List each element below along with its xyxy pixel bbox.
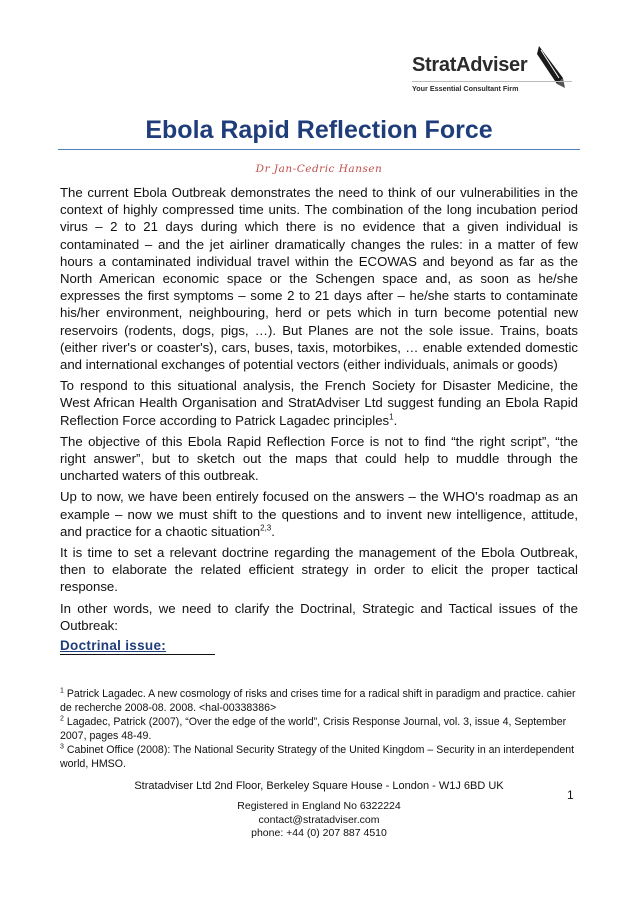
paragraph: To respond to this situational analysis, the French Society for Disaster Medicine, the West African Health Organisation and StratAdviser Ltd suggest funding an Ebola Rapid Reflection Force according to Patrick Lagadec principles$^1$. xyxy=(60,378,578,428)
logo-tagline: Your Essential Consultant Firm xyxy=(412,81,572,93)
footnote-ref: 1 xyxy=(389,412,394,422)
document-title: Ebola Rapid Reflection Force xyxy=(145,116,493,144)
footer-phone: phone: +44 (0) 207 887 4510 xyxy=(251,827,387,839)
paragraph: It is time to set a relevant doctrine regarding the management of the Ebola Outbreak, then to elaborate the related efficient strategy in order to elicit the proper tactical response. xyxy=(60,545,578,595)
paragraph: Up to now, we have been entirely focused on the answers – the WHO's roadmap as an example – now we must shift to the questions and to invent new intelligence, attitude, and practice for a chaotic situation$^{2,3}$. xyxy=(60,489,578,539)
section-heading: Doctrinal issue: xyxy=(60,638,167,654)
paragraph: The current Ebola Outbreak demonstrates the need to think of our vulnerabilities in the context of highly compressed time units. The combination of the long incubation period virus – 2 to 21 days during which there is no evidence that a given individual is contaminated – and the jet airliner dramatically changes the rules: in a matter of few hours a contaminated individual travel within the ECOWAS and beyond as far as the North American economic space or the Schengen space and, as soon as he/she expresses the first symptoms – some 2 to 21 days after – he/she starts to contaminate his/her environment, neighbouring, herd or pets which in turn become potential new reservoirs (rodents, dogs, pigs, …). But Planes are not the sole issue. Trains, boats (either river's or coaster's), cars, buses, taxis, motorbikes, … enable extended domestic and international exchanges of potential vectors (either individuals, animals or goods) xyxy=(60,185,578,373)
footer-registration: Registered in England No 6322224 xyxy=(237,800,401,812)
paragraph: In other words, we need to clarify the Doctrinal, Strategic and Tactical issues of the Outbreak: xyxy=(60,600,578,633)
footnote: $^2$ Lagadec, Patrick (2007), “Over the edge of the world”, Crisis Response Journal, vol. 3, issue 4, September 2007, pages 48-49. xyxy=(60,715,567,742)
company-logo xyxy=(404,44,580,100)
logo-name: StratAdviser xyxy=(412,54,528,76)
document-body xyxy=(60,184,578,653)
page-number: 1 xyxy=(567,788,574,802)
paragraph: The objective of this Ebola Rapid Reflection Force is not to find “the right script”, “the right answer”, but to sketch out the maps that could help to muddle through the uncharted waters of this outbreak. xyxy=(60,433,578,484)
footnote: $^1$ Patrick Lagadec. A new cosmology of risks and crises time for a radical shift in paradigm and practice. cahier de recherche 2008-08. 2008. <hal-00338386> xyxy=(60,687,576,714)
footer-address: Stratadviser Ltd 2nd Floor, Berkeley Square House - London - W1J 6BD UK xyxy=(134,780,504,792)
footnote-ref: 2,3 xyxy=(260,523,272,533)
title-divider xyxy=(58,149,580,150)
footnote: $^3$ Cabinet Office (2008): The National Security Strategy of the United Kingdom – Security in an interdependent world, HMSO. xyxy=(60,743,575,770)
footnotes xyxy=(60,687,582,771)
footnote-divider xyxy=(60,654,215,655)
footer-contact xyxy=(0,800,638,841)
author-line: Dr Jan-Cedric Hansen xyxy=(255,163,383,175)
footer-email: contact@stratadviser.com xyxy=(258,813,380,826)
